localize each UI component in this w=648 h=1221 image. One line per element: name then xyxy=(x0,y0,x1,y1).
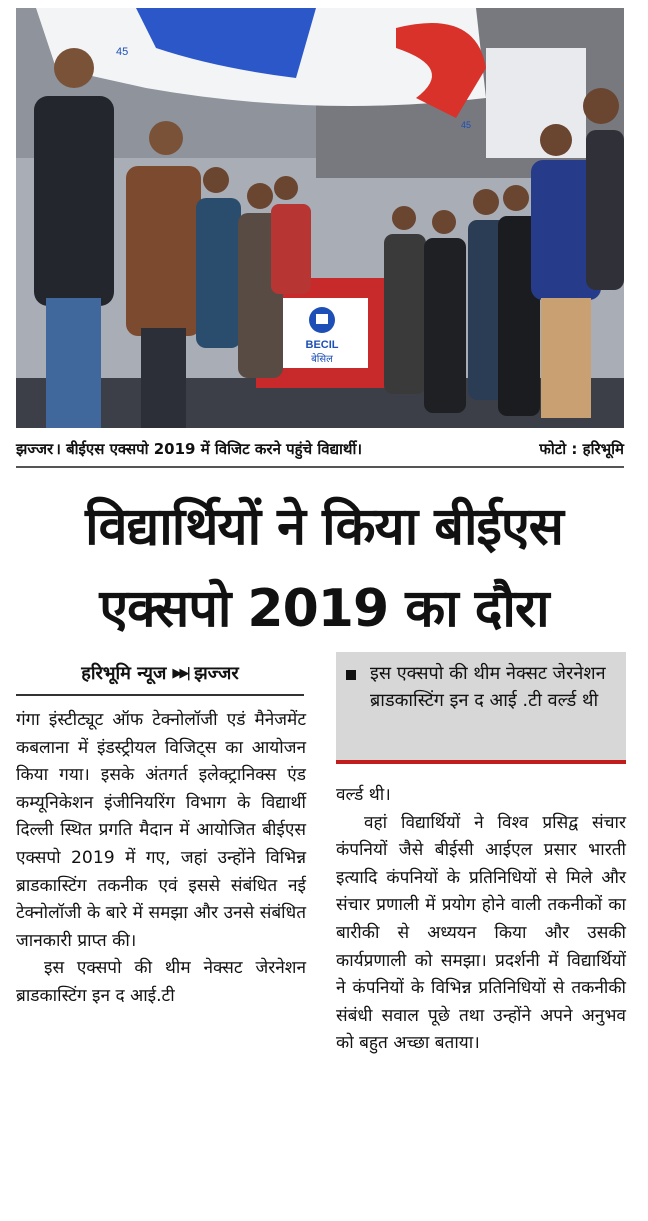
headline-line-2: एक्सपो 2019 का दौरा xyxy=(99,579,549,639)
news-photo xyxy=(16,8,624,428)
booth-logo-hindi: बेसिल xyxy=(311,354,333,365)
byline xyxy=(16,652,304,696)
article-column-left xyxy=(16,707,306,1011)
caption-separator: । xyxy=(55,440,61,458)
headline-line-1: विद्यार्थियों ने किया बीईएस xyxy=(85,497,563,557)
byline-source: हरिभूमि न्यूज xyxy=(81,663,167,684)
panel-number-2: 45 xyxy=(461,120,472,130)
caption-place: झज्जर xyxy=(16,440,54,458)
booth-logo-text: BECIL xyxy=(305,339,339,351)
photo-credit: फोटो : हरिभूमि xyxy=(539,440,624,458)
caption-text-group xyxy=(16,439,362,459)
article-paragraph: गंगा इंस्टीट्यूट ऑफ टेक्नोलॉजी एडं मैनेजमेंट कबलाना में इंडस्ट्रीयल विजिट्स का आयोजन किया गया। इसके अंतगर्त इलेक्ट्रानिक्स एंड कम्यूनिकेशन इंजीनियरिंग विभाग के विद्यार्थी दिल्ली स्थित प्रगति मैदान में आयोजित बीईएस एक्सपो 2019 में गए, जहां उन्होंने विभिन्न ब्राडकास्टिंग तकनीक एवं इससे संबंधित नई टेक्नोलॉजी के बारे में समझा और उनसे संबंधित जानकारी प्राप्त की। xyxy=(16,710,306,951)
headline xyxy=(10,486,638,650)
byline-place: झज्जर xyxy=(194,663,239,684)
bullet-icon xyxy=(346,670,356,680)
panel-number-1: 45 xyxy=(116,46,129,58)
photo-caption xyxy=(16,432,624,468)
pull-quote xyxy=(336,652,626,764)
photo-illustration xyxy=(16,8,624,428)
article-paragraph: वहां विद्यार्थियों ने विश्व प्रसिद्व संचार कंपनियों जैसे बीईसी आईएल प्रसार भारती इत्यादि कंपनियों के प्रतिनिधियों से मिले और संचार प्रणाली में प्रयोग होने वाली तकनीकों का बारीकी से अध्ययन किया और उसकी कार्यप्रणाली को समझा। प्रदर्शनी में विद्यार्थियों ने कंपनियों के विभिन्न प्रतिनिधियों से तकनीकी संबंधी सवाल पूछे तथा उन्होंने अपने अनुभव को बहुत अच्छा बताया। xyxy=(336,812,626,1054)
caption-text: बीईएस एक्सपो 2019 में विजिट करने पहुंचे विद्यार्थी। xyxy=(66,440,363,458)
article-column-right xyxy=(336,782,626,1058)
article-paragraph: वर्ल्ड थी। xyxy=(336,785,391,805)
pull-quote-text: इस एक्सपो की थीम नेक्सट जेरनेशन ब्राडकास्टिंग इन द आई .टी वर्ल्ड थी xyxy=(370,663,606,711)
byline-arrows-icon: ▶▶| xyxy=(172,665,189,681)
article-paragraph: इस एक्सपो की थीम नेक्सट जेरनेशन ब्राडकास्टिंग इन द आई.टी xyxy=(16,958,306,1006)
